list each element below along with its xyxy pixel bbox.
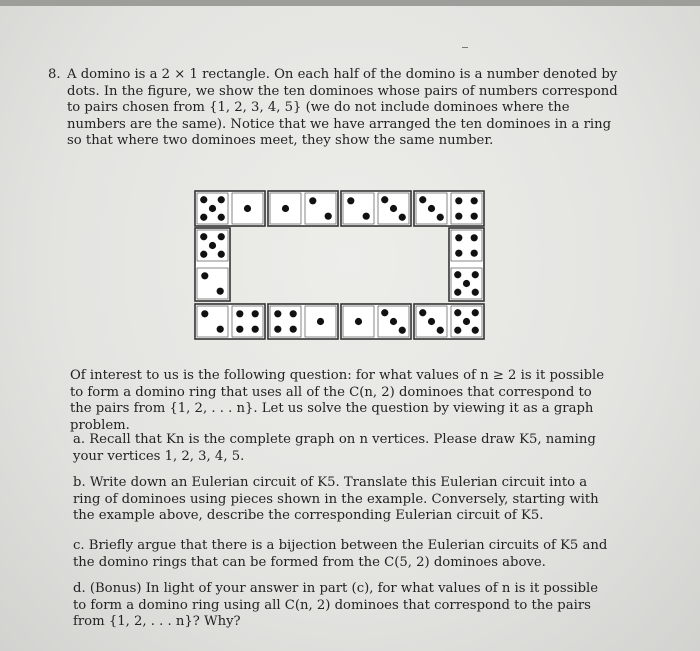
- domino-pip: [347, 197, 354, 204]
- domino-pip: [455, 250, 462, 257]
- domino-pip: [455, 197, 462, 204]
- domino-pip: [200, 214, 207, 221]
- domino-pip: [381, 196, 388, 203]
- domino-pip: [390, 205, 397, 212]
- domino-pip: [399, 327, 406, 334]
- part-a: a. Recall that Kn is the complete graph on n vertices. Please draw K5, naming your vertices 1, 2, 3, 4, 5.: [73, 432, 596, 464]
- domino-pip: [472, 309, 479, 316]
- domino-pip: [217, 288, 224, 295]
- domino: [414, 304, 484, 339]
- domino-pip: [390, 318, 397, 325]
- domino-pip: [252, 326, 259, 333]
- domino-pip: [218, 196, 225, 203]
- domino-pip: [355, 318, 362, 325]
- domino: [449, 228, 484, 301]
- domino-pip: [217, 326, 224, 333]
- domino: [341, 304, 411, 339]
- domino-pip: [471, 234, 478, 241]
- domino-pip: [244, 205, 251, 212]
- domino-pip: [463, 318, 470, 325]
- domino-pip: [290, 326, 297, 333]
- domino-pip: [274, 326, 281, 333]
- domino: [341, 191, 411, 226]
- domino-pip: [274, 310, 281, 317]
- domino-pip: [236, 310, 243, 317]
- domino-pip: [454, 289, 461, 296]
- domino-pip: [236, 326, 243, 333]
- domino-pip: [454, 271, 461, 278]
- domino-pip: [218, 251, 225, 258]
- domino-pip: [200, 196, 207, 203]
- domino-pip: [437, 214, 444, 221]
- part-d: d. (Bonus) In light of your answer in part (c), for what values of n is it possible to form a domino ring using all C(n, 2) dominoes that correspond to the pairs from {1, 2, . . . n}? Why?: [73, 581, 599, 629]
- question-text: Of interest to us is the following question: for what values of n ≥ 2 is it possible to form a domino ring that uses all of the C(n, 2) dominoes that correspond to the pairs from {1, 2, . . . n}. Let us solve the question by viewing it as a graph problem.: [70, 368, 605, 433]
- domino-pip: [472, 327, 479, 334]
- problem-intro-text: A domino is a 2 × 1 rectangle. On each half of the domino is a number denoted by dots. In the figure, we show the ten dominoes whose pairs of numbers correspond to pairs chosen from {1, 2, 3, 4, 5} (we do not include dominoes where the numbers are the same). Notice that we have arranged the ten dominoes in a ring so that where two dominoes meet, they show the same number.: [67, 67, 618, 148]
- domino-pip: [472, 289, 479, 296]
- domino-pip: [252, 310, 259, 317]
- domino-pip: [428, 205, 435, 212]
- domino: [414, 191, 484, 226]
- domino-pip: [325, 213, 332, 220]
- domino-pip: [419, 309, 426, 316]
- domino-pip: [381, 309, 388, 316]
- domino-pip: [282, 205, 289, 212]
- domino-pip: [455, 234, 462, 241]
- domino: [195, 304, 265, 339]
- problem-number: 8.: [48, 67, 61, 82]
- domino: [195, 228, 230, 301]
- domino-pip: [437, 327, 444, 334]
- part-c: c. Briefly argue that there is a bijection between the Eulerian circuits of K5 and the domino rings that can be formed from the C(5, 2) dominoes above.: [73, 538, 608, 570]
- domino-pip: [200, 251, 207, 258]
- domino: [268, 191, 338, 226]
- domino-pip: [209, 205, 216, 212]
- domino-pip: [471, 197, 478, 204]
- domino-pip: [471, 213, 478, 220]
- domino-pip: [472, 271, 479, 278]
- domino-pip: [428, 318, 435, 325]
- domino-pip: [454, 309, 461, 316]
- domino-pip: [209, 242, 216, 249]
- domino-pip: [455, 213, 462, 220]
- domino-pip: [290, 310, 297, 317]
- domino: [195, 191, 265, 226]
- domino-pip: [317, 318, 324, 325]
- domino-pip: [419, 196, 426, 203]
- domino-pip: [201, 310, 208, 317]
- part-b: b. Write down an Eulerian circuit of K5. Translate this Eulerian circuit into a ring of dominoes using pieces shown in the example. Conversely, starting with the example above, describe the corresponding Eulerian circuit of K5.: [73, 475, 599, 523]
- domino-pip: [363, 213, 370, 220]
- domino-pip: [200, 233, 207, 240]
- domino-pip: [201, 272, 208, 279]
- domino-pip: [309, 197, 316, 204]
- domino-pip: [218, 233, 225, 240]
- domino-pip: [399, 214, 406, 221]
- domino-pip: [454, 327, 461, 334]
- domino-pip: [463, 280, 470, 287]
- domino-pip: [471, 250, 478, 257]
- domino: [268, 304, 338, 339]
- domino-pip: [218, 214, 225, 221]
